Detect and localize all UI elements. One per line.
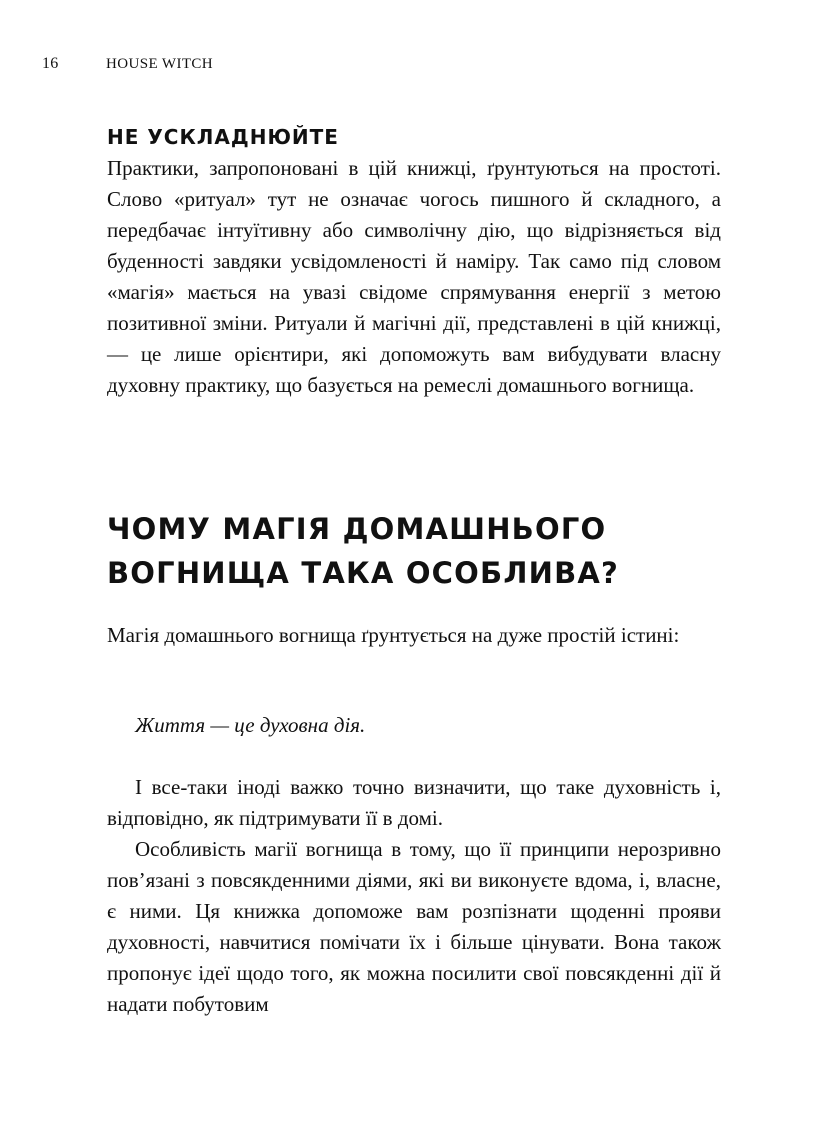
- paragraph-hearth-magic: Особливість магії вогнища в тому, що її принципи нерозривно пов’язані з повсякденними діями, які ви виконуєте вдома, і, власне, є ними. Ця книжка допоможе вам розпізнати щоденні прояви духовності, навчитися помічати їх і більше цінувати. Вона також пропонує ідеї щодо того, як можна посилити свої повсякденні дії й надати побутовим: [107, 837, 721, 1016]
- paragraph-intro: Магія домашнього вогнища ґрунтується на дуже простій істині:: [107, 623, 680, 647]
- section-body-simplicity: [107, 153, 721, 401]
- section-heading-why-special: ЧОМУ МАГІЯ ДОМАШНЬОГО ВОГНИЩА ТАКА ОСОБЛИВА?: [107, 512, 620, 590]
- intro-block: [107, 620, 721, 651]
- book-title: HOUSE WITCH: [106, 56, 214, 72]
- paragraph-spirituality: І все-таки іноді важко точно визначити, що таке духовність і, відповідно, як підтримувати її в домі.: [107, 775, 721, 830]
- quote-life-spiritual: Життя — це духовна дія.: [135, 713, 366, 737]
- paragraph-simplicity: Практики, запропоновані в цій книжці, ґрунтуються на простоті. Слово «ритуал» тут не означає чогось пишного й складного, а передбачає інтуїтивну або символічну дію, що відрізняється від буденності завдяки усвідомленості й наміру. Так само під словом «магія» мається на увазі свідоме спрямування енергії з метою позитивної зміни. Ритуали й магічні дії, представлені в цій книжці, — це лише орієнтири, які допоможуть вам вибудувати власну духовну практику, що базується на ремеслі домашнього вогнища.: [107, 156, 721, 397]
- page-number: 16: [42, 55, 59, 72]
- section-body-why-special: [107, 772, 721, 1020]
- section-heading-simplicity: НЕ УСКЛАДНЮЙТЕ: [107, 125, 339, 149]
- running-header: [42, 55, 213, 73]
